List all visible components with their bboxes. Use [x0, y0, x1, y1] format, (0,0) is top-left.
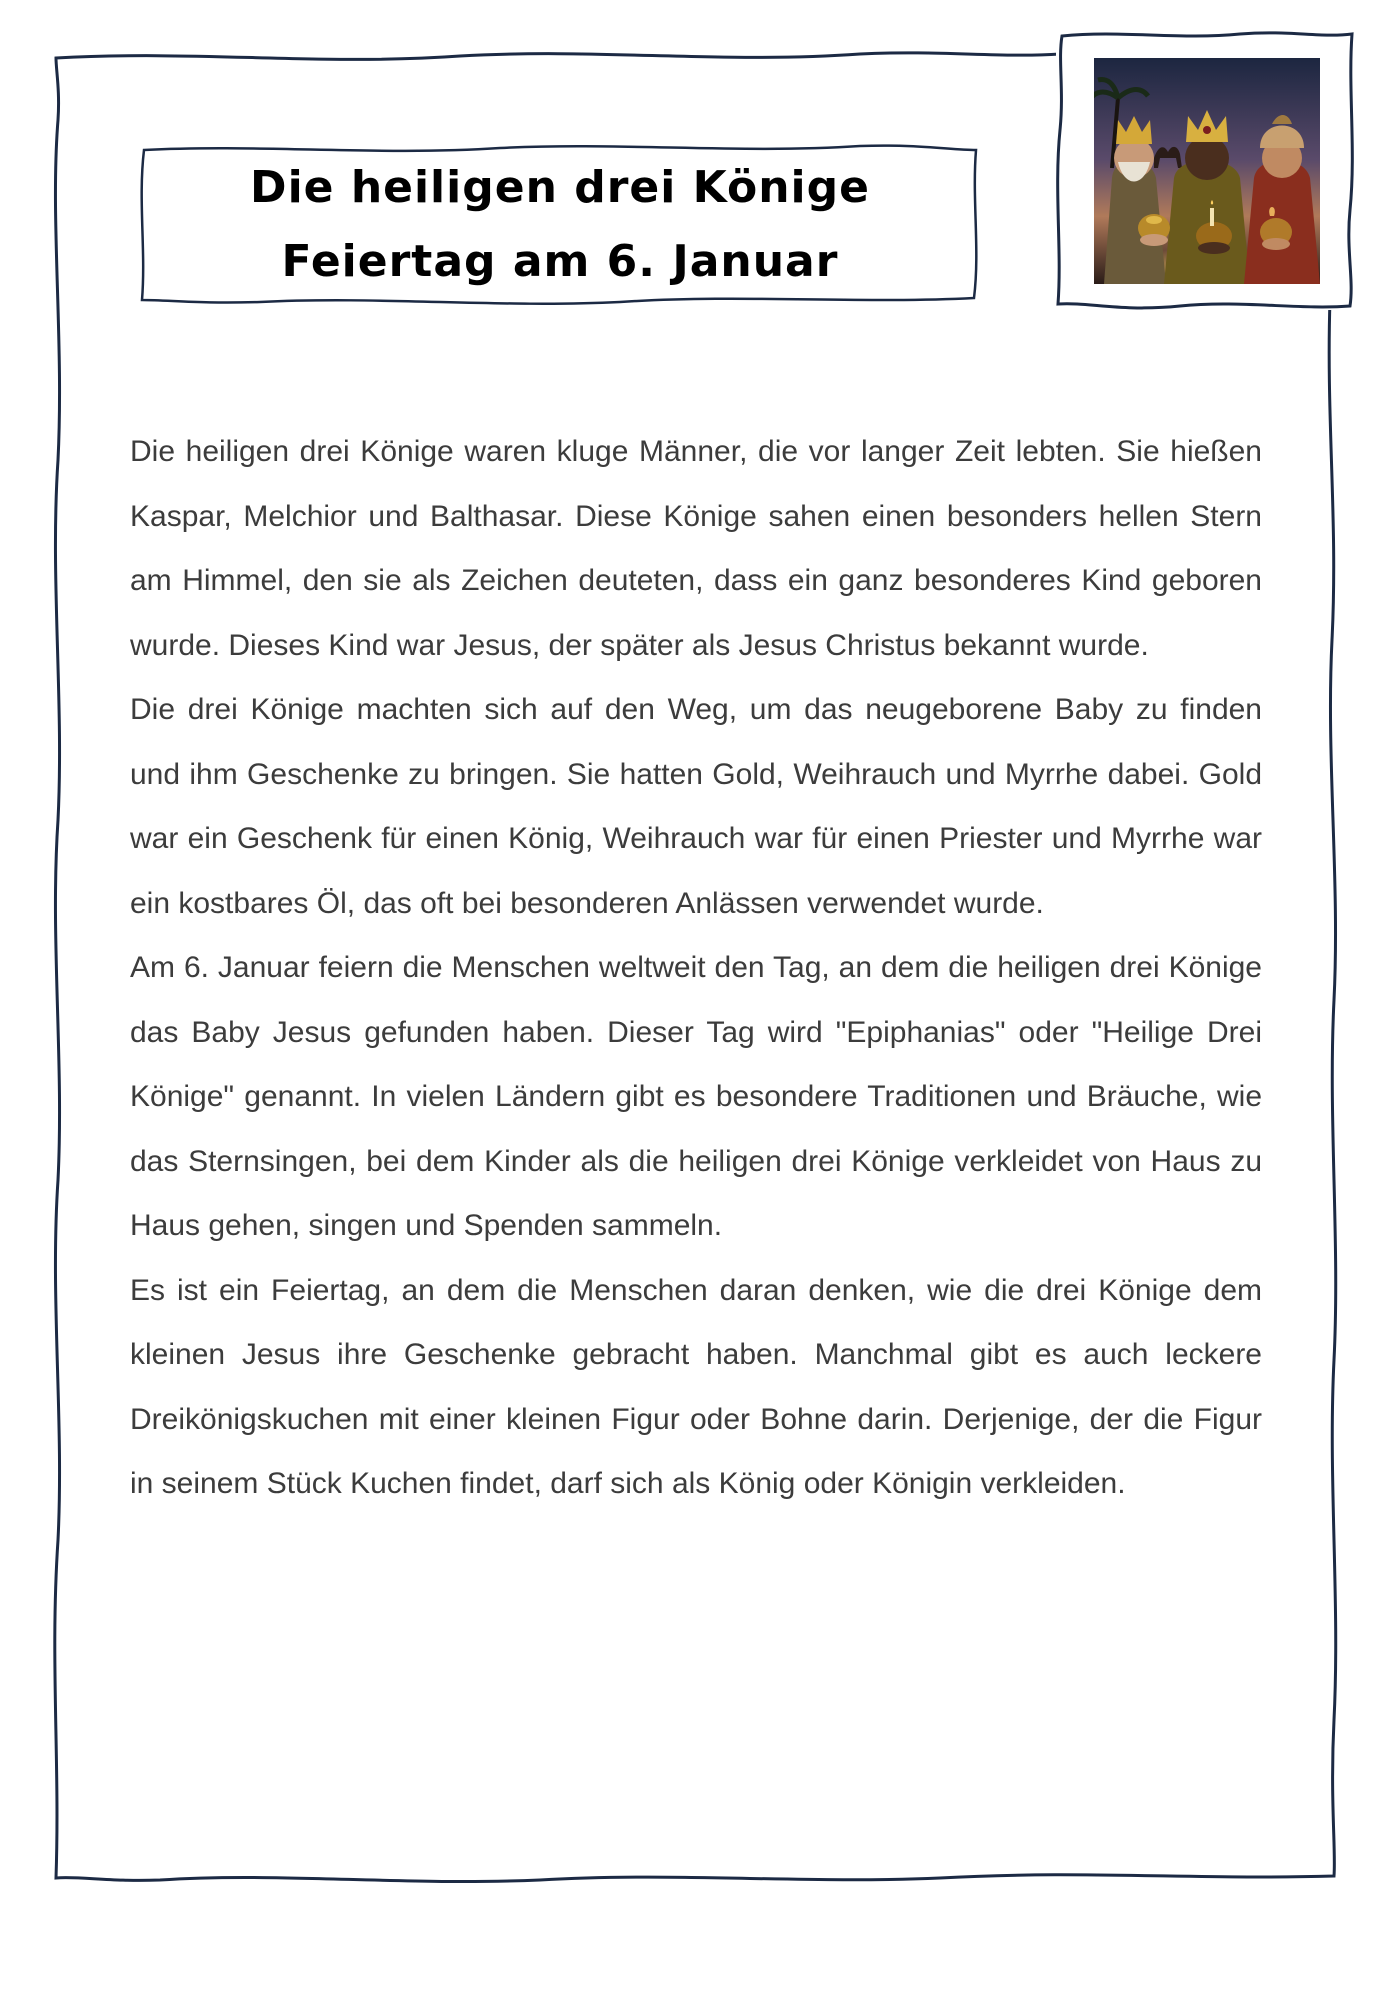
paragraph-1: Die heiligen drei Könige waren kluge Männer, die vor langer Zeit lebten. Sie hießen Kaspar, Melchior und Balthasar. Diese Könige sahen einen besonders hellen Stern am Himmel, den sie als Zeichen deuteten, dass ein ganz besonderes Kind geboren wurde. Dieses Kind war Jesus, der später als Jesus Christus bekannt wurde.	[130, 435, 1262, 662]
paragraph-2: Die drei Könige machten sich auf den Weg, um das neugeborene Baby zu finden und ihm Geschenke zu bringen. Sie hatten Gold, Weihrauch und Myrrhe dabei. Gold war ein Geschenk für einen König, Weihrauch war für einen Priester und Myrrhe war ein kostbares Öl, das oft bei besonderen Anlässen verwendet wurde.	[130, 693, 1262, 920]
paragraph-3: Am 6. Januar feiern die Menschen weltweit den Tag, an dem die heiligen drei Könige das Baby Jesus gefunden haben. Dieser Tag wird "Epiphanias" oder "Heilige Drei Könige" genannt. In vielen Ländern gibt es besondere Traditionen und Bräuche, wie das Sternsingen, bei dem Kinder als die heiligen drei Könige verkleidet von Haus zu Haus gehen, singen und Spenden sammeln.	[130, 951, 1262, 1242]
paragraph-4: Es ist ein Feiertag, an dem die Menschen daran denken, wie die drei Könige dem kleinen Jesus ihre Geschenke gebracht haben. Manchmal gibt es auch leckere Dreikönigskuchen mit einer kleinen Figur oder Bohne darin. Derjenige, der die Figur in seinem Stück Kuchen findet, darf sich als König oder Königin verkleiden.	[130, 1273, 1262, 1500]
article-body	[130, 420, 1262, 1517]
title-box	[140, 150, 980, 300]
three-kings-illustration-icon	[1094, 58, 1320, 284]
title-line-2: Feiertag am 6. Januar	[281, 236, 839, 287]
title-line-1: Die heiligen drei Könige	[250, 162, 870, 213]
